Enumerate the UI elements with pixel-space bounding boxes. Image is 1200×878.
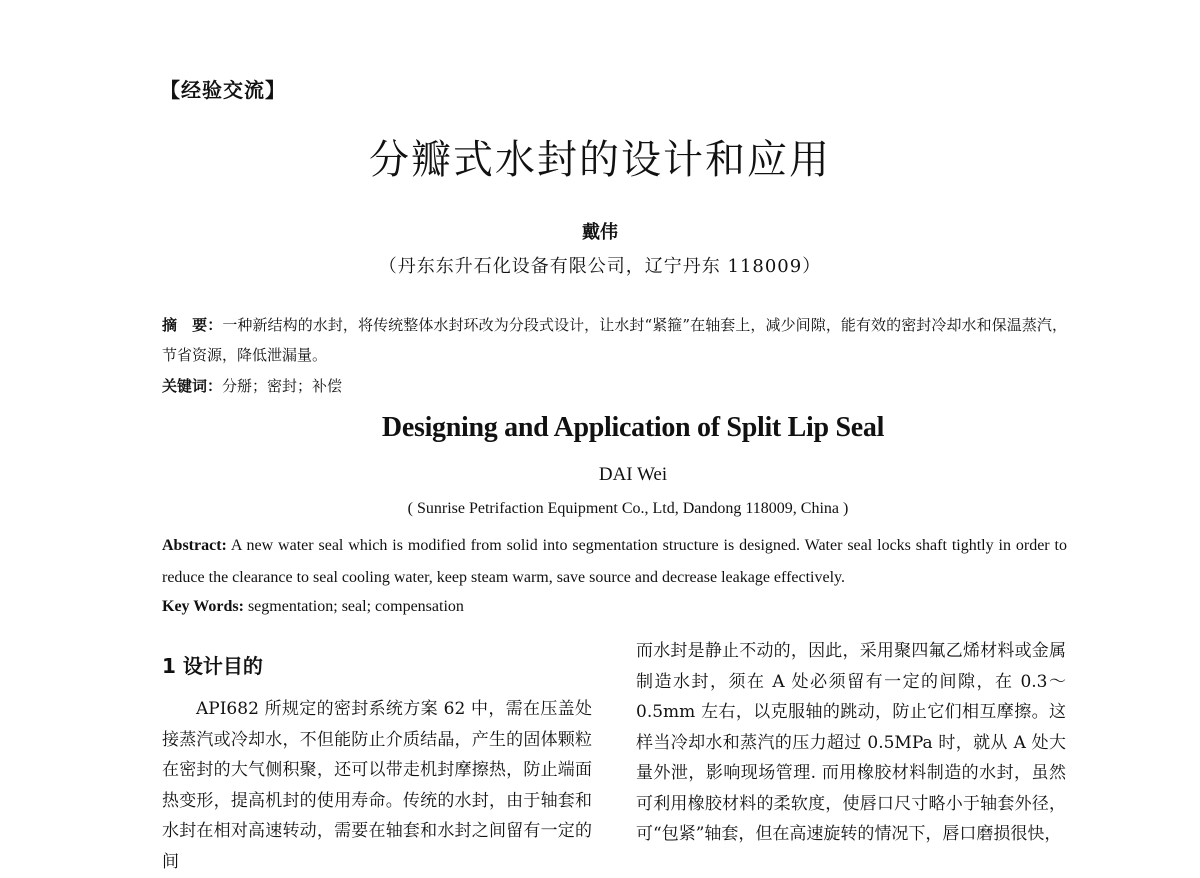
body-column-left: API682 所规定的密封系统方案 62 中，需在压盖处接蒸汽或冷却水，不但能防止介质结晶，产生的固体颗粒在密封的大气侧积聚，还可以带走机封摩擦热，防止端面热变形，提高机封的使用寿命。传统的水封，由于轴套和水封在相对高速转动，需要在轴套和水封之间留有一定的间 <box>162 699 592 872</box>
abstract-en-text: A new water seal which is modified from solid into segmentation structure is designed. Water seal locks shaft tightly in order to reduce the clearance to seal cooling water, keep steam warm, save source and decrease leakage effectively. <box>162 537 1067 586</box>
keywords-cn <box>162 374 342 398</box>
keywords-cn-label: 关键词： <box>162 377 223 395</box>
abstract-cn-label: 摘 要： <box>162 316 223 334</box>
paper-title-cn: 分瓣式水封的设计和应用 <box>369 137 831 183</box>
author-en: DAI Wei <box>598 464 668 485</box>
abstract-cn-text: 一种新结构的水封，将传统整体水封环改为分段式设计，让水封“紧箍”在轴套上，减少间隙，能有效的密封冷却水和保温蒸汽，节省资源，降低泄漏量。 <box>162 316 1067 364</box>
author-cn: 戴伟 <box>582 222 618 243</box>
body-column-right: 而水封是静止不动的，因此，采用聚四氟乙烯材料或金属制造水封，须在 A 处必须留有一定的间隙，在 0.3～0.5mm 左右，以克服轴的跳动，防止它们相互摩擦。这样当冷却水和蒸汽的压力超过 0.5MPa 时，就从 A 处大量外泄，影响现场管理. 而用橡胶材料制造的水封，虽然可利用橡胶材料的柔软度，使唇口尺寸略小于轴套外径，可“包紧”轴套，但在高速旋转的情况下，唇口磨损很快， <box>636 641 1066 844</box>
keywords-cn-text: 分掰；密封；补偿 <box>222 377 343 395</box>
keywords-en <box>162 598 464 616</box>
abstract-en <box>162 530 1067 594</box>
affiliation-cn: （丹东东升石化设备有限公司，辽宁丹东 118009） <box>378 256 822 277</box>
abstract-cn <box>162 310 1067 370</box>
abstract-en-label: Abstract: <box>162 537 227 554</box>
affiliation-en: ( Sunrise Petrifaction Equipment Co., Ltd, Dandong 118009, China ) <box>407 500 849 517</box>
section-heading-1: 1 设计目的 <box>162 654 263 678</box>
keywords-en-text: segmentation; seal; compensation <box>243 598 464 615</box>
column-tag: 【经验交流】 <box>160 78 286 102</box>
keywords-en-label: Key Words: <box>162 598 244 615</box>
paper-title-en: Designing and Application of Split Lip Seal <box>381 412 885 443</box>
